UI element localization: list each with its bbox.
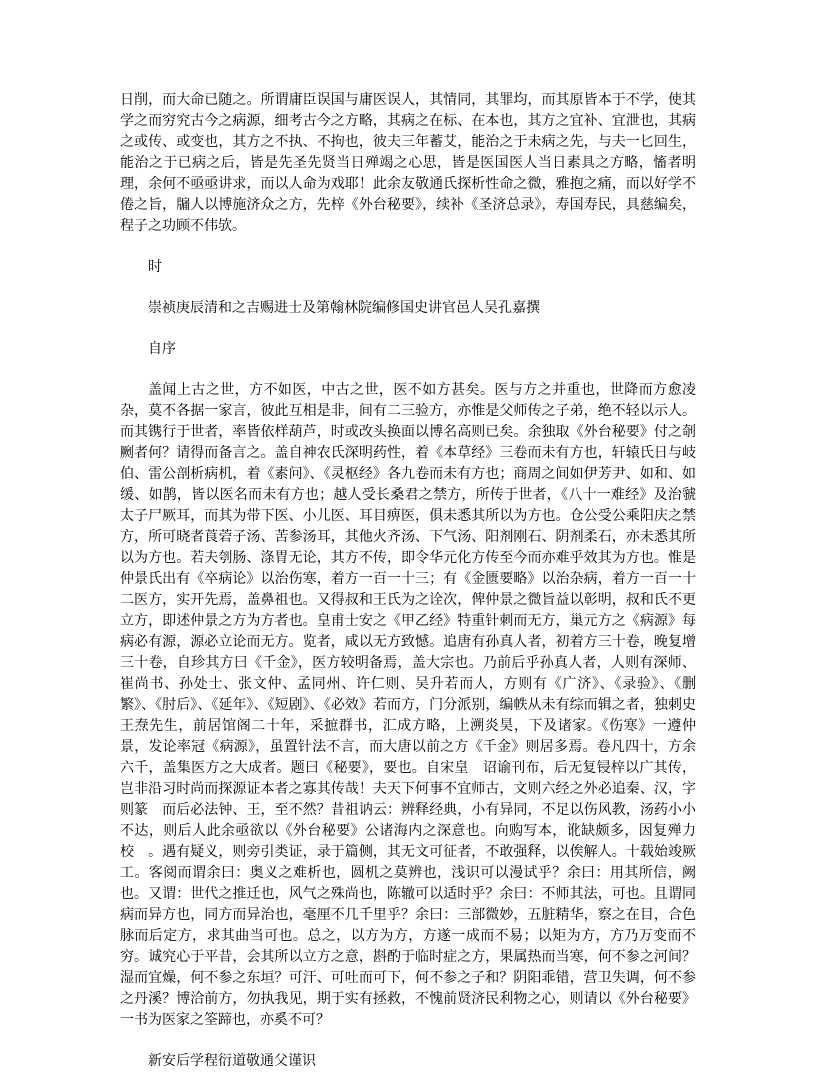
section-heading: 自序 — [148, 341, 176, 357]
signature-line: 新安后学程衍道敬通父谨识 — [148, 1053, 316, 1069]
preface-closing-paragraph: 日削，而大命已随之。所谓庸臣误国与庸医误人，其情同，其罪均，而其原皆本于不学，使其学之而穷究古今之病源，细考古今之方略，其病之在标、在本也，其方之宜补、宜泄也，其病之或传、或变也，其方之不执、不拘也，彼夫三年蓄艾，能治之于未病之先，与夫一匕回生，能治之于已病之后，皆是先圣先贤当日殚竭之心思，皆是医国医人当日素具之方略，慉者明理，余何不亟亟讲求，而以人命为戏耶！此余友敬通氏探析性命之微，雅抱之痛，而以好学不倦之旨，牖人以博施济众之方，先梓《外台秘要》，续补《圣济总录》，寿国寿民，具慈编矣，程子之功顾不伟欤。 — [120, 92, 696, 234]
author-attribution: 崇祯庚辰清和之吉赐进士及第翰林院编修国史讲官邑人吴孔嘉撰 — [148, 300, 540, 316]
self-preface-body: 盖闻上古之世，方不如医，中古之世，医不如方甚矣。医与方之并重也，世降而方愈凌杂，莫不各据一家言，彼此互相是非，间有二三验方，亦惟是父师传之子弟，绝不轻以示人。而其镌行于世者，率皆依样葫芦，时或改头换面以博名高则已矣。余独取《外台秘要》付之剞劂者何？请得而备言之。盖自神农氏深明药性，着《本草经》三卷而未有方也，轩辕氏日与岐伯、雷公剖析病机，着《素问》、《灵枢经》各九卷而未有方也；商周之间如伊芳尹、如和、如缓、如鹊，皆以医名而未有方也；越人受长桑君之禁方，所传于世者，《八十一难经》及治虢太子尸厥耳，而其为带下医、小儿医、耳目痹医，俱未悉其所以为方也。仓公受公乘阳庆之禁方，所可晓者莨菪子汤、苦参汤耳，其他火齐汤、下气汤、阳剂刚石、阴剂柔石，亦未悉其所以为方也。若夫刳肠、涤胃无论，其方不传，即令华元化方传至今而亦难乎效其为方也。惟是仲景氏出有《卒病论》以治伤寒，着方一百一十三；有《金匮要略》以治杂病，着方一百一十二医方，实开先焉，盖鼻祖也。又得叔和王氏为之诠次，俾仲景之微旨益以彰明，叔和氏不更立方，即述仲景之方为方者也。皇甫士安之《甲乙经》特重针刺而无方，巢元方之《病源》每病必有源，源必立论而无方。览者，咸以无方致憾。追唐有孙真人者，初着方三十卷，晚复增三十卷，自珍其方曰《千金》，医方较明备焉，盖大宗也。乃前后乎孙真人者，人则有深师、崔尚书、孙处士、张文仲、孟同州、许仁则、吴升若而人，方则有《广济》、《录验》、《删繁》、《肘后》、《延年》、《短剧》、《必效》若而方，门分派别，编帙从未有综而辑之者，独刺史王焘先生，前居馆阁二十年，采摭群书，汇成方略，上溯炎昊，下及诸家。《伤寒》一遵仲景，发论率冠《病源》，虽置针法不言，而大唐以前之方《千金》则居多焉。卷凡四十，方余六千，盖集医方之大成者。题曰《秘要》，要也。自宋皇 诏谕刊布，后无复锓梓以广其传，岂非沿习时尚而探源证本者之寡其传哉！夫天下何事不宜师古，文则六经之外必追秦、汉，字则篆 而后必法钟、王，至不然？昔祖讷云：辨释经典，小有异同，不足以伤风教，汤药小小不达，则后人此余亟欲以《外台秘要》公诸海内之深意也。向购写本，讹缺颇多，因复殚力校 。遇有疑义，则旁引类证，录于篇侧，其无文可征者，不敢强释，以俟解人。十载始竣厥工。客阅而谓余曰：奥义之难析也，圆机之莫辨也，浅识可以漫试乎？余曰：用其所信，阙也。又谓：世代之推迁也，风气之殊尚也，陈辙可以适时乎？余曰：不师其法，可也。且谓同病而异方也，同方而异治也，毫厘不几千里乎？余曰：三部微妙，五脏精华，察之在目，合色脉而后定方，求其曲当可也。总之，以方为方，方遂一成而不易；以矩为方，方乃万变而不穷。诚究心于平昔，会其所以立方之意，斟酌于临时症之方，果属热而当寒，何不参之河间？湿而宜燥，何不参之东垣？可汗、可吐而可下，何不参之子和？阴阳乖错，营卫失调，何不参之丹溪？博洽前方，勿执我见，期于实有拯救，不愧前贤济民利物之心，则请以《外台秘要》一书为医家之筌蹄也，亦奚不可？ — [120, 382, 696, 1028]
date-line: 时 — [148, 259, 162, 275]
document-page — [120, 90, 696, 1072]
